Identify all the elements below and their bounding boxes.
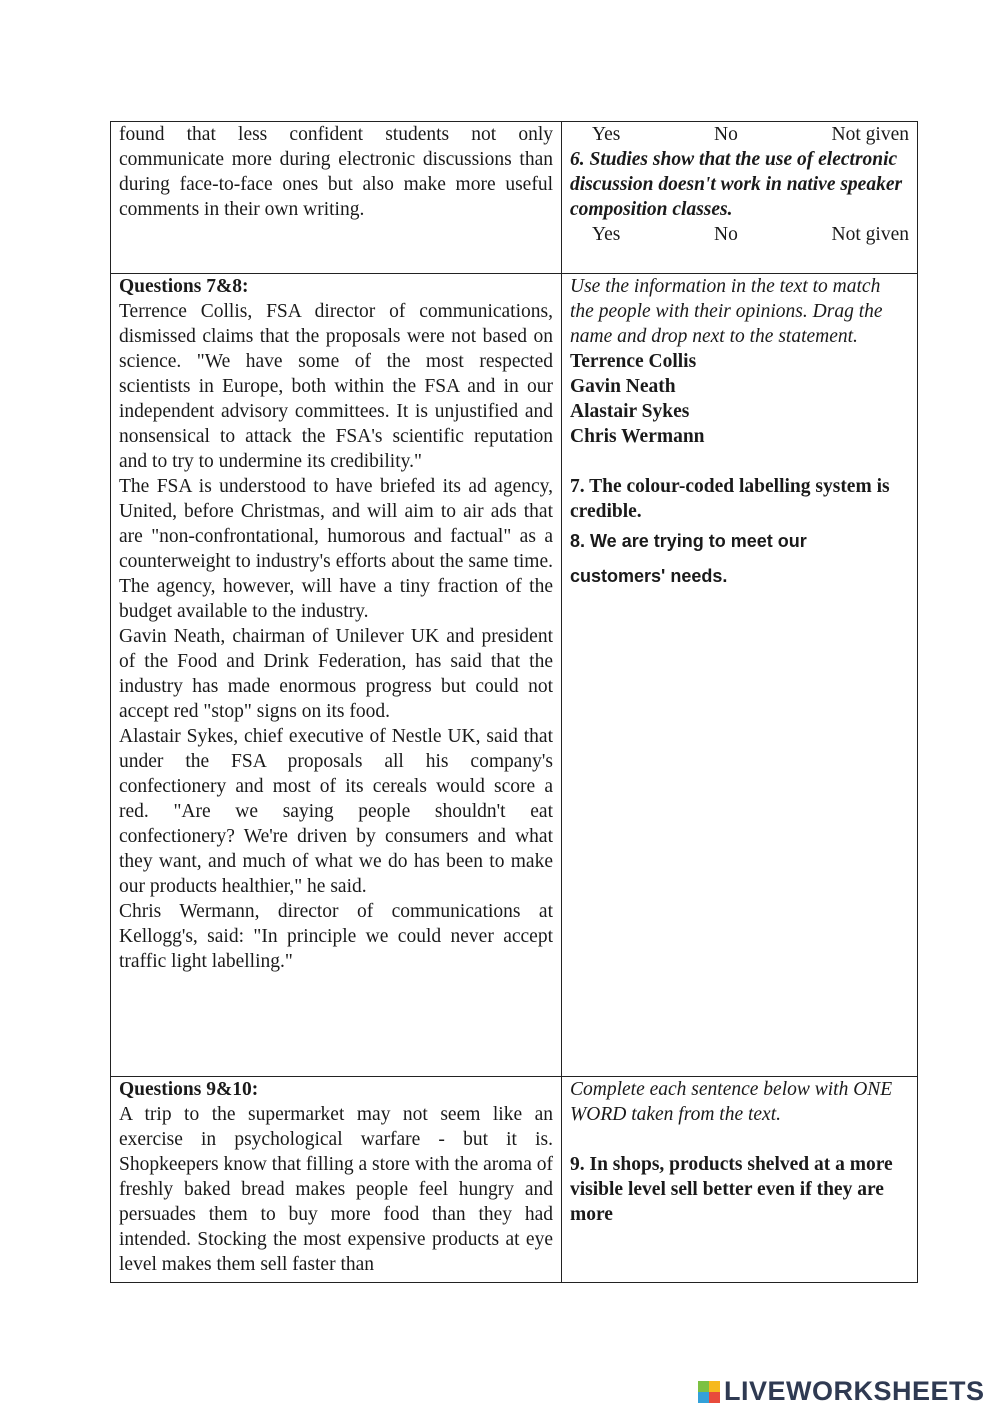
- instructions: Use the information in the text to match the people with their opinions. Drag the name and drop next to the statement.: [570, 276, 883, 347]
- passage-paragraph: Chris Wermann, director of communications at Kellogg's, said: "In principle we could never accept traffic light labelling.": [119, 901, 553, 972]
- question-9: 9. In shops, products shelved at a more visible level sell better even if they are more: [570, 1154, 893, 1225]
- table-row: [111, 1077, 918, 1283]
- passage-cell: [111, 274, 562, 1076]
- question-8: [570, 524, 909, 594]
- draggable-name[interactable]: Chris Wermann: [570, 426, 705, 447]
- option-yes[interactable]: Yes: [592, 224, 621, 245]
- question-cell: [562, 1077, 918, 1282]
- logo-mark-icon: [698, 1381, 720, 1403]
- worksheet-table: [110, 121, 918, 1283]
- passage-paragraph: Gavin Neath, chairman of Unilever UK and president of the Food and Drink Federation, has said that the industry has made enormous progress but could not accept red "stop" signs on its food.: [119, 626, 553, 722]
- question-cell: [562, 274, 918, 1076]
- answer-options-q6: [570, 222, 909, 247]
- passage-paragraph: Alastair Sykes, chief executive of Nestle UK, said that under the FSA proposals all his company's confectionery and most of its cereals would score a red. "Are we saying people shouldn't eat confectionery? We're driven by consumers and what they want, and much of what we do has been to make our products healthier," he said.: [119, 726, 553, 897]
- brand-name: LIVEWORKSHEETS: [724, 1376, 985, 1406]
- passage-cell: [111, 122, 562, 273]
- passage-paragraph: The FSA is understood to have briefed its ad agency, United, before Christmas, and will aim to air ads that are "non-confrontational, humorous and factual" as a counterweight to industry's efforts about the same time. The agency, however, will have a tiny fraction of the budget available to the industry.: [119, 476, 553, 622]
- question-8-line-1: 8. We are trying to meet our: [570, 531, 807, 551]
- liveworksheets-logo: [698, 1376, 985, 1407]
- question-cell: [562, 122, 918, 273]
- table-row: [111, 122, 918, 274]
- instructions: Complete each sentence below with ONE WORD taken from the text.: [570, 1079, 893, 1125]
- passage-paragraph: Terrence Collis, FSA director of communications, dismissed claims that the proposals were not based on science. "We have some of the most respected scientists in Europe, both within the FSA and in our independent advisory committees. It is unjustified and nonsensical to attack the FSA's scientific reputation and to try to undermine its credibility.": [119, 301, 553, 472]
- option-no[interactable]: No: [714, 124, 738, 145]
- option-no[interactable]: No: [714, 224, 738, 245]
- section-heading: Questions 7&8:: [119, 276, 249, 297]
- draggable-name[interactable]: Gavin Neath: [570, 376, 676, 397]
- question-8-line-2: customers' needs.: [570, 566, 728, 586]
- draggable-name[interactable]: Alastair Sykes: [570, 401, 690, 422]
- question-6: 6. Studies show that the use of electronic discussion doesn't work in native speaker composition classes.: [570, 149, 903, 220]
- section-heading: Questions 9&10:: [119, 1079, 259, 1100]
- question-7: 7. The colour-coded labelling system is credible.: [570, 476, 890, 522]
- option-not-given[interactable]: Not given: [831, 124, 909, 145]
- draggable-name[interactable]: Terrence Collis: [570, 351, 697, 372]
- option-yes[interactable]: Yes: [592, 124, 621, 145]
- option-not-given[interactable]: Not given: [831, 224, 909, 245]
- passage-text: found that less confident students not only communicate more during electronic discussions than during face-to-face ones but also make more useful comments in their own writing.: [119, 124, 553, 220]
- passage-cell: [111, 1077, 562, 1282]
- table-row: [111, 274, 918, 1077]
- passage-paragraph: A trip to the supermarket may not seem like an exercise in psychological warfare - but it is. Shopkeepers know that filling a store with the aroma of freshly baked bread makes people feel hungry and persuades them to buy more food than they had intended. Stocking the most expensive products at eye level makes them sell faster than: [119, 1104, 553, 1275]
- answer-options-q5: [570, 122, 909, 147]
